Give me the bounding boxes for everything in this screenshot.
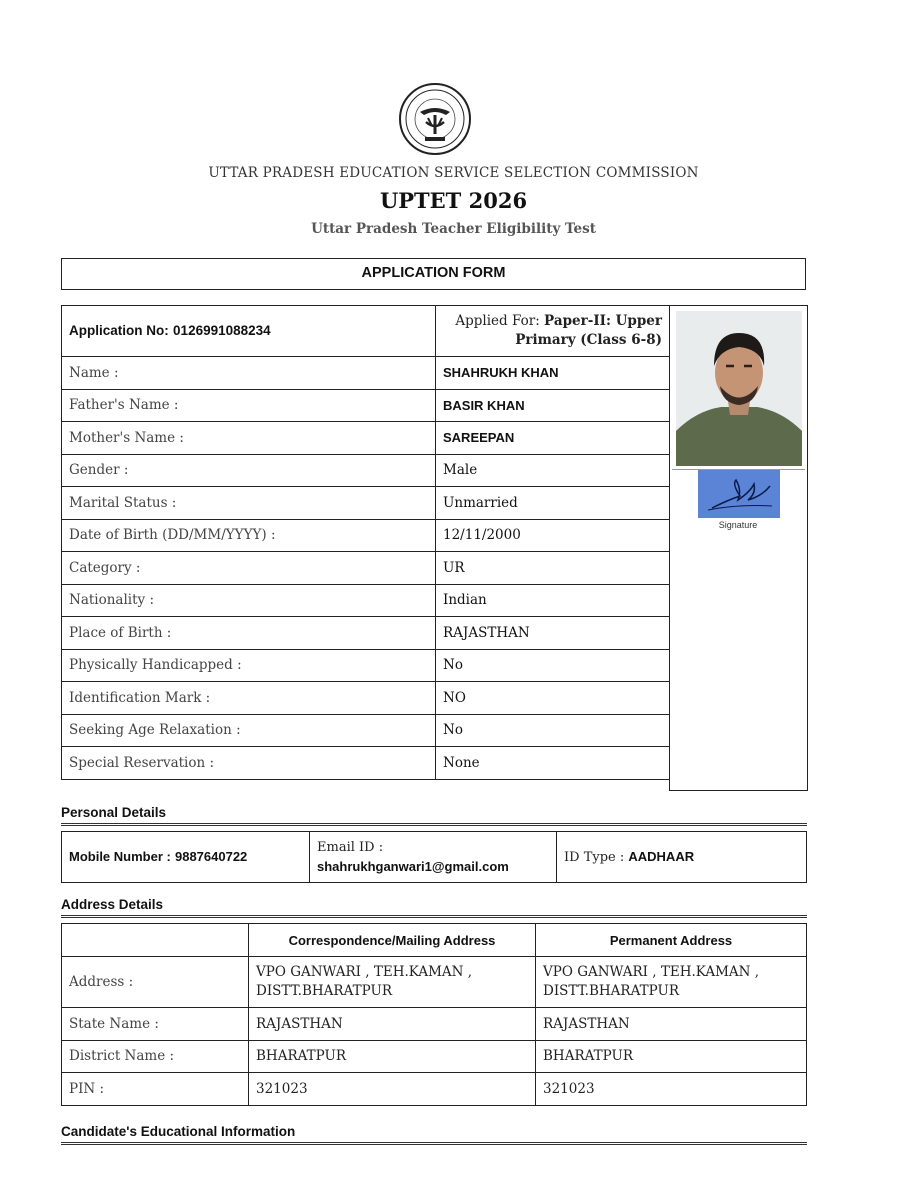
field-value: RAJASTHAN	[436, 617, 670, 650]
table-row	[62, 682, 670, 715]
field-value: No	[436, 714, 670, 747]
field-label: PIN :	[62, 1073, 249, 1106]
id-type-label: ID Type :	[564, 850, 625, 865]
personal-info-table	[61, 305, 670, 780]
field-label: Name :	[62, 357, 436, 390]
field-value: Male	[436, 454, 670, 487]
field-label: Nationality :	[62, 584, 436, 617]
table-row	[62, 1073, 807, 1106]
applied-for-value: Paper-II: Upper Primary (Class 6-8)	[515, 313, 662, 348]
field-label: Identification Mark :	[62, 682, 436, 715]
field-label: Place of Birth :	[62, 617, 436, 650]
organization-name: UTTAR PRADESH EDUCATION SERVICE SELECTION COMMISSION	[208, 165, 699, 181]
field-value: SAREEPAN	[436, 422, 670, 455]
field-value: BHARATPUR	[249, 1040, 536, 1073]
id-type-cell	[557, 832, 807, 883]
candidate-signature	[698, 470, 780, 518]
section-title-address-details: Address Details	[61, 897, 807, 918]
field-label: Gender :	[62, 454, 436, 487]
field-label: Mother's Name :	[62, 422, 436, 455]
field-value: Unmarried	[436, 487, 670, 520]
field-label: District Name :	[62, 1040, 249, 1073]
address-line: VPO GANWARI , TEH.KAMAN ,	[256, 964, 473, 980]
field-label: Seeking Age Relaxation :	[62, 714, 436, 747]
field-value: BHARATPUR	[536, 1040, 807, 1073]
permanent-address	[536, 957, 807, 1008]
address-line: DISTT.BHARATPUR	[543, 983, 679, 999]
applied-for-label: Applied For:	[455, 313, 540, 329]
section-title-educational-info: Candidate's Educational Information	[61, 1124, 807, 1145]
candidate-photo	[676, 311, 802, 466]
application-number: 0126991088234	[173, 323, 271, 338]
table-row	[62, 1040, 807, 1073]
field-value: RAJASTHAN	[536, 1008, 807, 1041]
mobile-label: Mobile Number :	[69, 849, 171, 864]
exam-subtitle: Uttar Pradesh Teacher Eligibility Test	[311, 221, 596, 237]
table-row	[62, 584, 670, 617]
field-label: State Name :	[62, 1008, 249, 1041]
field-label: Physically Handicapped :	[62, 649, 436, 682]
table-row	[62, 519, 670, 552]
photo-signature-column	[669, 305, 808, 791]
table-row	[62, 454, 670, 487]
field-label: Date of Birth (DD/MM/YYYY) :	[62, 519, 436, 552]
table-row	[62, 714, 670, 747]
table-header-row	[62, 924, 807, 957]
application-number-label: Application No:	[69, 323, 169, 338]
field-value: No	[436, 649, 670, 682]
field-value: BASIR KHAN	[436, 389, 670, 422]
field-value: None	[436, 747, 670, 780]
empty-header-cell	[62, 924, 249, 957]
field-label: Father's Name :	[62, 389, 436, 422]
table-row	[62, 1008, 807, 1041]
email-label: Email ID :	[317, 840, 384, 855]
table-row	[62, 357, 670, 390]
contact-table	[61, 831, 807, 883]
table-row	[62, 552, 670, 585]
column-header-permanent: Permanent Address	[536, 924, 807, 957]
email-value: shahrukhganwari1@gmail.com	[317, 859, 509, 874]
field-label: Marital Status :	[62, 487, 436, 520]
signature-label: Signature	[718, 520, 758, 530]
field-value: 12/11/2000	[436, 519, 670, 552]
table-row	[62, 957, 807, 1008]
column-header-correspondence: Correspondence/Mailing Address	[249, 924, 536, 957]
field-value: RAJASTHAN	[249, 1008, 536, 1041]
correspondence-address	[249, 957, 536, 1008]
field-label: Category :	[62, 552, 436, 585]
table-row	[62, 487, 670, 520]
table-row	[62, 747, 670, 780]
table-row	[62, 832, 807, 883]
mobile-value: 9887640722	[174, 849, 248, 864]
id-type-value: AADHAAR	[628, 849, 695, 864]
application-number-cell	[62, 306, 436, 357]
table-row	[62, 617, 670, 650]
address-line: DISTT.BHARATPUR	[256, 983, 392, 999]
table-row	[62, 389, 670, 422]
field-label: Special Reservation :	[62, 747, 436, 780]
address-line: VPO GANWARI , TEH.KAMAN ,	[543, 964, 760, 980]
field-label: Address :	[62, 957, 249, 1008]
email-cell	[310, 832, 557, 883]
form-title: APPLICATION FORM	[61, 258, 806, 290]
field-value: UR	[436, 552, 670, 585]
upessc-emblem-icon	[398, 82, 472, 156]
table-row	[62, 422, 670, 455]
table-row	[62, 649, 670, 682]
field-value: Indian	[436, 584, 670, 617]
field-value: 321023	[249, 1073, 536, 1106]
table-row	[62, 306, 670, 357]
field-value: 321023	[536, 1073, 807, 1106]
mobile-cell	[62, 832, 310, 883]
address-table	[61, 923, 807, 1106]
section-title-personal-details: Personal Details	[61, 805, 807, 826]
field-value: SHAHRUKH KHAN	[436, 357, 670, 390]
applied-for-cell	[436, 306, 670, 357]
field-value: NO	[436, 682, 670, 715]
exam-title: UPTET 2026	[379, 188, 528, 213]
